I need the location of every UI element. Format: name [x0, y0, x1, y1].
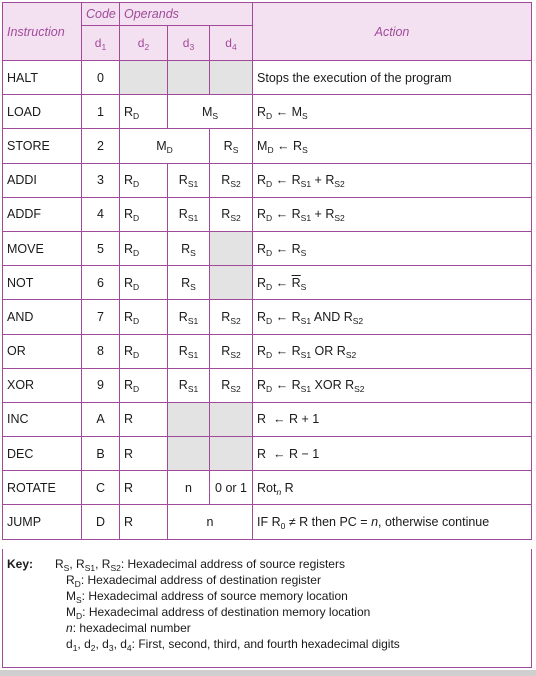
code-cell: 8	[82, 334, 120, 368]
key-label: Key:	[7, 557, 34, 571]
operand-cell: $R_D$	[120, 197, 168, 231]
instruction-cell: ADDI	[3, 163, 82, 197]
code-cell: 2	[82, 129, 120, 163]
operand-cell: $R_S$	[168, 266, 210, 300]
table-row	[3, 129, 532, 163]
empty-cell	[210, 61, 253, 95]
operand-cell: $R_{S2}$	[210, 197, 253, 231]
code-cell: C	[82, 471, 120, 505]
empty-cell	[210, 266, 253, 300]
instruction-cell: MOVE	[3, 231, 82, 265]
table-row	[3, 163, 532, 197]
table-row	[3, 505, 532, 539]
header-d2: $d_2$	[120, 26, 168, 61]
action-cell: $R_D$ ← $R_{S1} + R_{S2}$	[253, 197, 532, 231]
empty-cell	[210, 231, 253, 265]
operand-cell: $R_{S1}$	[168, 300, 210, 334]
instruction-cell: NOT	[3, 266, 82, 300]
key-line-source-registers: $R_S$, $R_{S1}$, $R_{S2}$: Hexadecimal address of source registers	[55, 557, 345, 573]
operand-cell: $R_S$	[168, 231, 210, 265]
action-cell: IF $R_0 \ne R$ then PC = n, otherwise continue	[253, 505, 532, 539]
action-cell: $R_D$ ← $R_S$	[253, 231, 532, 265]
table-row	[3, 471, 532, 505]
key-line-destination-register: $R_D$: Hexadecimal address of destination register	[66, 573, 321, 589]
operand-cell: $R_D$	[120, 300, 168, 334]
header-d4: $d_4$	[210, 26, 253, 61]
table-row	[3, 61, 532, 95]
code-cell: 1	[82, 95, 120, 129]
action-cell: $R_D$ ← $R_{S1}$ AND $R_{S2}$	[253, 300, 532, 334]
instruction-cell: ROTATE	[3, 471, 82, 505]
code-cell: A	[82, 402, 120, 436]
instruction-cell: OR	[3, 334, 82, 368]
operand-cell: n	[168, 471, 210, 505]
operand-cell: $M_S$	[168, 95, 253, 129]
operand-cell: $R_{S1}$	[168, 197, 210, 231]
key-line-digits: $d_1$, $d_2$, $d_3$, $d_4$: First, second, third, and fourth hexadecimal digits	[66, 637, 400, 653]
operand-cell: R	[120, 471, 168, 505]
operand-cell: $R_{S2}$	[210, 334, 253, 368]
empty-cell	[210, 437, 253, 471]
action-cell: $R_D$ ← $M_S$	[253, 95, 532, 129]
operand-cell: 0 or 1	[210, 471, 253, 505]
header-code: Code	[82, 3, 120, 26]
empty-cell	[168, 61, 210, 95]
code-cell: 7	[82, 300, 120, 334]
code-cell: 9	[82, 368, 120, 402]
instruction-cell: AND	[3, 300, 82, 334]
action-cell: $R_D$ ← $R_{S1}$ XOR $R_{S2}$	[253, 368, 532, 402]
header-d3: $d_3$	[168, 26, 210, 61]
action-cell: $R_D$ ← $R_{S1}$ OR $R_{S2}$	[253, 334, 532, 368]
header-action: Action	[253, 3, 532, 61]
empty-cell	[210, 402, 253, 436]
code-cell: 3	[82, 163, 120, 197]
code-cell: B	[82, 437, 120, 471]
operand-cell: $R_D$	[120, 368, 168, 402]
key-legend	[2, 549, 532, 668]
operand-cell: $M_D$	[120, 129, 210, 163]
instruction-cell: ADDF	[3, 197, 82, 231]
header-d1: $d_1$	[82, 26, 120, 61]
instruction-cell: XOR	[3, 368, 82, 402]
operand-cell: R	[120, 402, 168, 436]
code-cell: 0	[82, 61, 120, 95]
instruction-cell: DEC	[3, 437, 82, 471]
table-row	[3, 334, 532, 368]
operand-cell: $R_S$	[210, 129, 253, 163]
code-cell: 6	[82, 266, 120, 300]
code-cell: 4	[82, 197, 120, 231]
operand-cell: $R_{S1}$	[168, 334, 210, 368]
action-cell: R ← R − 1	[253, 437, 532, 471]
empty-cell	[168, 437, 210, 471]
operand-cell: $R_{S2}$	[210, 368, 253, 402]
operand-cell: $R_{S1}$	[168, 163, 210, 197]
header-instruction: Instruction	[3, 3, 82, 61]
operand-cell: $R_D$	[120, 334, 168, 368]
instruction-cell: JUMP	[3, 505, 82, 539]
operand-cell: $R_D$	[120, 266, 168, 300]
table-row	[3, 437, 532, 471]
code-cell: D	[82, 505, 120, 539]
table-row	[3, 231, 532, 265]
instruction-set-table	[2, 2, 532, 540]
action-cell: Rot$_n$ R	[253, 471, 532, 505]
operand-cell: R	[120, 505, 168, 539]
key-line-n: n: hexadecimal number	[66, 621, 191, 635]
table-row	[3, 197, 532, 231]
action-cell: $R_D$ ← $R_{S1} + R_{S2}$	[253, 163, 532, 197]
empty-cell	[120, 61, 168, 95]
instruction-cell: HALT	[3, 61, 82, 95]
table-row	[3, 266, 532, 300]
instruction-cell: INC	[3, 402, 82, 436]
action-cell: $R_D$ ← $\overline{R}_S$	[253, 266, 532, 300]
action-cell: Stops the execution of the program	[253, 61, 532, 95]
operand-cell: $R_D$	[120, 231, 168, 265]
table-row	[3, 300, 532, 334]
empty-cell	[168, 402, 210, 436]
header-operands: Operands	[120, 3, 253, 26]
operand-cell: $R_{S1}$	[168, 368, 210, 402]
key-line-source-memory: $M_S$: Hexadecimal address of source memory location	[66, 589, 348, 605]
action-cell: R ← R + 1	[253, 402, 532, 436]
operand-cell: $R_D$	[120, 163, 168, 197]
operand-cell: R	[120, 437, 168, 471]
table-row	[3, 95, 532, 129]
operand-cell: $R_{S2}$	[210, 163, 253, 197]
key-line-destination-memory: $M_D$: Hexadecimal address of destination memory location	[66, 605, 371, 621]
instruction-cell: LOAD	[3, 95, 82, 129]
action-cell: $M_D$ ← $R_S$	[253, 129, 532, 163]
table-row	[3, 368, 532, 402]
instruction-cell: STORE	[3, 129, 82, 163]
table-row	[3, 402, 532, 436]
code-cell: 5	[82, 231, 120, 265]
bottom-scrollbar-strip	[0, 670, 536, 676]
operand-cell: $R_{S2}$	[210, 300, 253, 334]
operand-cell: $R_D$	[120, 95, 168, 129]
operand-cell: n	[168, 505, 253, 539]
